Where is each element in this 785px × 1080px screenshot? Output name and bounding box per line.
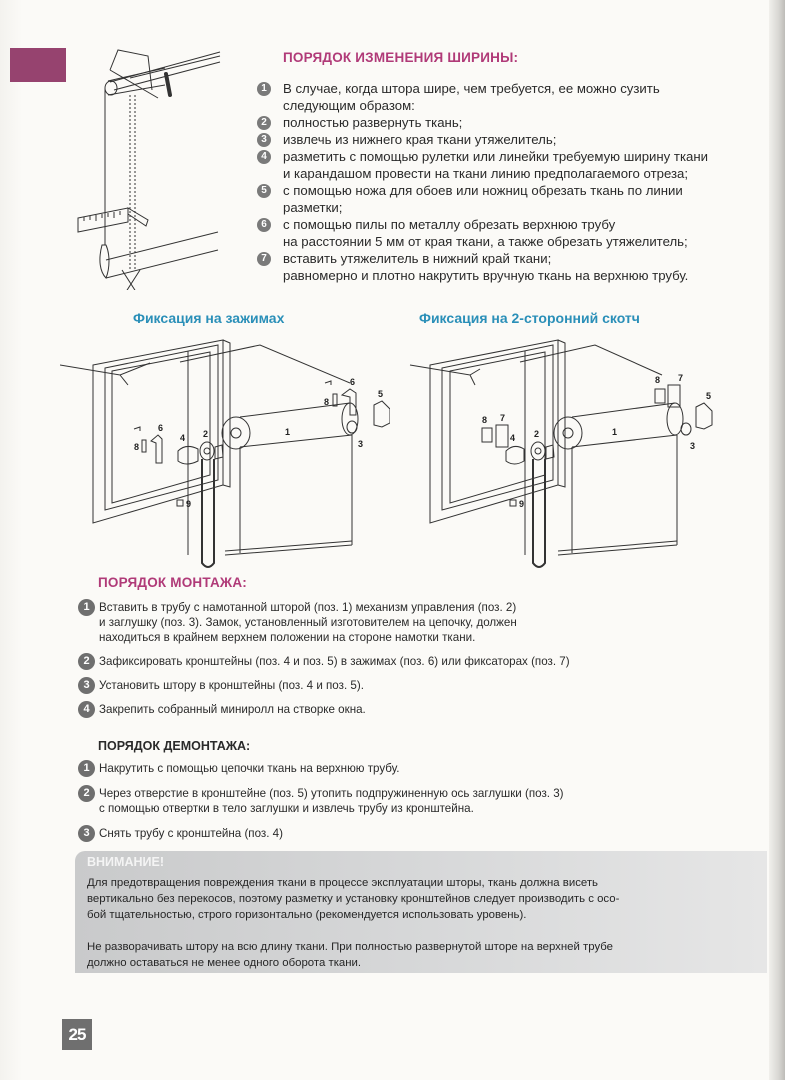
mounting-title: ПОРЯДОК МОНТАЖА: — [98, 575, 247, 590]
list-item: 3 Установить штору в кронштейны (поз. 4 и поз. 5). — [78, 678, 638, 693]
label-7-right: 7 — [678, 373, 684, 383]
step-number-icon: 1 — [78, 760, 95, 777]
tape-8-right — [655, 389, 665, 403]
label-9: 9 — [186, 499, 192, 509]
tape-mounting-diagram — [400, 335, 730, 570]
warning-paragraph: Для предотвращения повреждения ткани в процессе эксплуатации шторы, ткань должна висеть вертикально без перекосов, поэтому разметку и установку кронштейнов следует производить с осо- бой тщательностью, строго горизонтально (рекомендуется использовать уровень). — [87, 877, 620, 921]
step-number-icon: 3 — [78, 677, 95, 694]
step-number-icon: 6 — [257, 218, 271, 232]
figure-title-tape: Фиксация на 2-сторонний скотч — [419, 310, 640, 326]
clips-mounting-diagram — [60, 335, 390, 570]
label-1: 1 — [285, 427, 291, 437]
roller-tube — [222, 403, 358, 449]
scissors-icon — [115, 270, 145, 290]
width-change-illustration — [70, 40, 250, 290]
width-change-steps — [257, 80, 727, 284]
roller-tube — [554, 403, 683, 449]
bracket-5 — [374, 401, 390, 427]
list-item: 2 Через отверстие в кронштейне (поз. 5) утопить подпружиненную ось заглушки (поз. 3) с помощью отвертки в тело заглушки и извлечь трубу из кронштейна. — [78, 786, 638, 816]
label-9: 9 — [519, 499, 525, 509]
step-number-icon: 7 — [257, 252, 271, 266]
section-accent-block — [10, 48, 66, 82]
page-binding-edge — [769, 0, 785, 1080]
ruler-icon — [78, 208, 128, 232]
label-8: 8 — [134, 442, 140, 452]
label-1: 1 — [612, 427, 618, 437]
figure-title-clips: Фиксация на зажимах — [133, 310, 285, 326]
label-4: 4 — [510, 433, 516, 443]
step-number-icon: 2 — [78, 653, 95, 670]
control-mechanism — [200, 442, 223, 567]
label-6-right: 6 — [350, 377, 356, 387]
mounting-steps — [78, 600, 638, 726]
warning-paragraph: Не разворачивать штору на всю длину ткани. При полностью развернутой шторе на верхней трубе должно оставаться не менее одного оборота ткани. — [87, 941, 614, 969]
label-4: 4 — [180, 433, 186, 443]
step-number-icon: 4 — [257, 150, 271, 164]
label-3: 3 — [358, 439, 364, 449]
label-5: 5 — [706, 391, 712, 401]
label-2: 2 — [534, 429, 540, 439]
list-item: 2 полностью развернуть ткань; — [257, 114, 727, 131]
warning-title: ВНИМАНИЕ! — [87, 855, 164, 869]
list-item: 4 Закрепить собранный миниролл на створке окна. — [78, 702, 638, 717]
list-item: 1 Вставить в трубу с намотанной шторой (поз. 1) механизм управления (поз. 2) и заглушку (поз. 3). Замок, установленный изготовителем на цепочку, должен находиться в крайнем верхнем положении на стороне намотки ткани. — [78, 600, 638, 645]
label-8: 8 — [482, 415, 488, 425]
label-8-right: 8 — [324, 397, 330, 407]
label-7: 7 — [500, 413, 506, 423]
dismounting-steps — [78, 761, 638, 851]
step-number-icon: 5 — [257, 184, 271, 198]
label-5: 5 — [378, 389, 384, 399]
bracket-4 — [506, 446, 524, 464]
list-item: 1 В случае, когда штора шире, чем требуется, ее можно сузить следующим образом: — [257, 80, 727, 114]
list-item: 2 Зафиксировать кронштейны (поз. 4 и поз. 5) в зажимах (поз. 6) или фиксаторах (поз. 7) — [78, 654, 638, 669]
step-number-icon: 2 — [257, 116, 271, 130]
label-3: 3 — [690, 441, 696, 451]
fixator-7-left — [496, 425, 508, 447]
step-number-icon: 4 — [78, 701, 95, 718]
warning-text — [87, 875, 757, 987]
list-item: 3 Снять трубу с кронштейна (поз. 4) — [78, 826, 638, 841]
list-item: 1 Накрутить с помощью цепочки ткань на верхнюю трубу. — [78, 761, 638, 776]
list-item: 7 вставить утяжелитель в нижний край ткани; равномерно и плотно накрутить вручную ткань на верхнюю трубу. — [257, 250, 727, 284]
dismounting-title: ПОРЯДОК ДЕМОНТАЖА: — [98, 739, 251, 753]
control-mechanism — [531, 442, 554, 567]
width-change-title: ПОРЯДОК ИЗМЕНЕНИЯ ШИРИНЫ: — [283, 50, 519, 65]
step-number-icon: 1 — [257, 82, 271, 96]
pencil-icon — [128, 208, 148, 226]
step-number-icon: 2 — [78, 785, 95, 802]
bracket-5 — [696, 403, 712, 429]
page-number: 25 — [62, 1019, 92, 1050]
page-left-edge — [0, 0, 22, 1080]
clip-6-right — [342, 389, 356, 415]
step-number-icon: 3 — [257, 133, 271, 147]
warning-box — [75, 851, 767, 973]
list-item: 5 с помощью ножа для обоев или ножниц обрезать ткань по линии разметки; — [257, 182, 727, 216]
step-number-icon: 1 — [78, 599, 95, 616]
list-item: 4 разметить с помощью рулетки или линейки требуемую ширину ткани и карандашом провести на ткани линию предполагаемого отреза; — [257, 148, 727, 182]
clip-6-left — [151, 435, 162, 463]
label-6: 6 — [158, 423, 164, 433]
label-2: 2 — [203, 429, 209, 439]
step-number-icon: 3 — [78, 825, 95, 842]
label-8-right: 8 — [655, 375, 661, 385]
tape-8-left — [482, 428, 492, 442]
list-item: 6 с помощью пилы по металлу обрезать верхнюю трубу на расстоянии 5 мм от края ткани, а также обрезать утяжелитель; — [257, 216, 727, 250]
list-item: 3 извлечь из нижнего края ткани утяжелитель; — [257, 131, 727, 148]
